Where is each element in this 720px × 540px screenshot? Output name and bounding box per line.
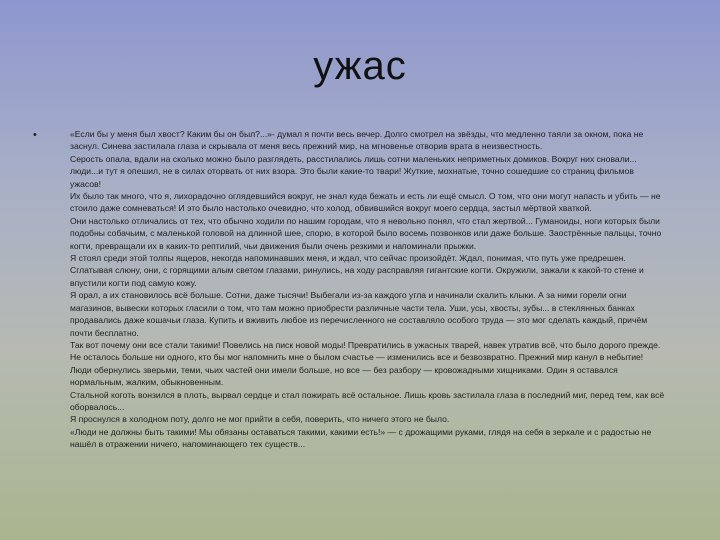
story-paragraph: Они настолько отличались от тех, что обычно ходили по нашим городам, что я невольно понял, что стал жертвой... Гуманоиды, ноги которых были подобны собачьим, с маленькой головой на длинной шее, спорю, в которой было восемь позвонков или даже больше. Заострённые пальцы, точно когти, превращали их в каких-то рептилий, чьи движения были очень резкими и напоминали прыжки. xyxy=(70,215,662,251)
story-paragraph: Стальной коготь вонзился в плоть, вырвал сердце и стал пожирать всё остальное. Лишь кровь застилала глаза в последний миг, перед тем, как всё оборвалось... xyxy=(70,389,665,412)
story-paragraph: Я проснулся в холодном поту, долго не мог прийти в себя, поверить, что ничего этого не было. xyxy=(70,414,450,425)
story-paragraph: Люди обернулись зверьми, теми, чьих частей они имели больше, но все — без разбору — кровожадными хищниками. Один я оставался нормальным, жалким, обыкновенным. xyxy=(70,364,618,388)
story-paragraph: Серость опала, вдали на сколько можно было разглядеть, расстилались лишь сотни маленьких неприметных домиков. Вокруг них сновали... люди...и тут я опешил, не в силах оторвать от них взора. Это были какие-то твари! Жуткие, мохнатые, точно сошедшие со страниц фильмов ужасов! xyxy=(70,153,637,189)
story-paragraph: Я стоял среди этой толпы ящеров, некогда напоминавших меня, и ждал, что сейчас произойдёт. Ждал, понимая, что путь уже предрешен. Сглатывая слюну, они, с горящими алым светом глазами, ринулись, на ходу расправляя гигантские когти. Окружили, зажали к какой-то стене и впустили когти под самую кожу. xyxy=(70,253,644,288)
bullet-marker: • xyxy=(33,129,37,141)
story-paragraph: Их было так много, что я, лихорадочно оглядевшийся вокруг, не знал куда бежать и есть ли ещё смысл. О том, что они могут напасть и убить — не стоило даже сомневаться! И это было настолько очевидно, что холод, обвившийся вокруг моего сердца, застыл мёртвой хваткой. xyxy=(70,191,661,214)
slide-title: ужас xyxy=(313,44,407,88)
story-paragraph: «Если бы у меня был хвост? Каким бы он был?...»- думал я почти весь вечер. Долго смотрел на звёзды, что медленно таяли за окном, пока не заснул. Синева застилала глаза и скрывала от меня весь прежний мир, на мгновенье отворив врата в неизвестность. xyxy=(70,129,644,152)
story-paragraph: «Люди не должны быть такими! Мы обязаны оставаться такими, какими есть!» — с дрожащими руками, глядя на себя в зеркале и с радостью не нашёл в отражении ничего, напоминающего тех существ... xyxy=(70,426,652,450)
story-paragraph: Я орал, а их становилось всё больше. Сотни, даже тысячи! Выбегали из-за каждого угла и начинали скалить клыки. А за ними горели огни магазинов, вывески которых гласили о том, что там можно приобрести различные части тела. Уши, усы, хвосты, зубы... в стеклянных банках продавались даже кошачьи глаза. Купить и вживить любое из перечисленного не составляло особого труда — это мог сделать каждый, причём почти бесплатно. xyxy=(70,290,648,338)
story-text-block xyxy=(70,128,665,451)
story-paragraph: Так вот почему они все стали такими! Повелись на писк новой моды! Превратились в ужасных тварей, навек утратив всё, что было дорого прежде. Не осталось больше ни одного, кто бы мог напомнить мне о былом счастье — изменились все и безвозвратно. Прежний мир канул в небытие! xyxy=(70,339,661,363)
